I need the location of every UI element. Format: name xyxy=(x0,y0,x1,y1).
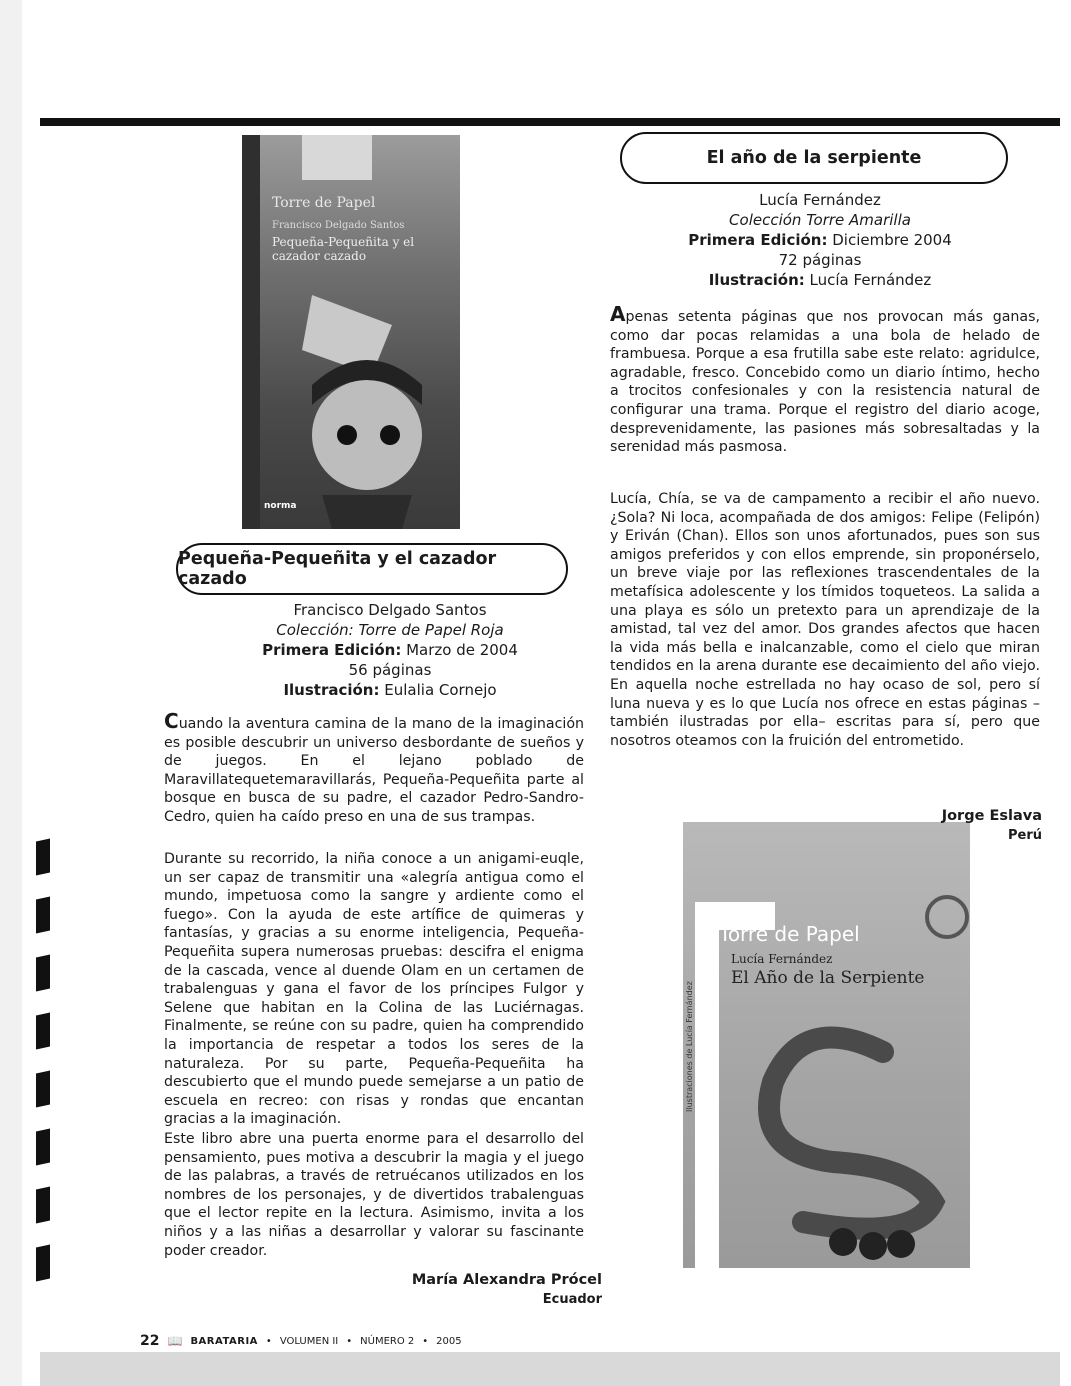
year: 2005 xyxy=(436,1335,462,1347)
magazine-name: BARATARIA xyxy=(190,1335,258,1347)
review-meta-serpiente xyxy=(640,190,1000,290)
bullet-icon: • xyxy=(265,1335,272,1347)
book-icon: 📖 xyxy=(167,1334,183,1348)
bullet-icon: • xyxy=(422,1335,429,1347)
book-collection: Colección Torre Amarilla xyxy=(729,211,911,229)
page-footer xyxy=(140,1333,462,1349)
review-paragraph: Cuando la aventura camina de la mano de la imaginación es posible descubrir un universo desbordante de sueños y de juegos. En el lejano poblado de Maravillatequetemaravillarás, Pequeña-Pequeñita parte al bosque en busca de su padre, el cazador Pedro-Sandro-Cedro, quien ha caído preso en una de sus trampas. xyxy=(164,709,584,825)
reviewer-signature xyxy=(860,806,1042,846)
review-title-serpiente: El año de la serpiente xyxy=(620,132,1008,184)
book-collection: Colección: Torre de Papel Roja xyxy=(276,621,504,639)
review-meta-pequena xyxy=(200,600,580,700)
cover-title: El Año de la Serpiente xyxy=(731,968,925,988)
reviewer-country: Perú xyxy=(1007,828,1042,843)
book-edition: Primera Edición: Diciembre 2004 xyxy=(688,231,952,249)
decorative-strip xyxy=(34,840,52,1300)
book-pages: 72 páginas xyxy=(778,251,862,269)
volume: VOLUMEN II xyxy=(279,1335,339,1347)
book-pages: 56 páginas xyxy=(348,661,432,679)
book-cover-pequena xyxy=(242,135,460,529)
cover-author: Francisco Delgado Santos xyxy=(272,220,405,231)
reviewer-country: Ecuador xyxy=(542,1292,602,1307)
cover-illustrator-credit: Ilustraciones de Lucía Fernández xyxy=(685,981,694,1112)
cover-publisher: Torre de Papel xyxy=(719,922,860,946)
cover-illustration xyxy=(683,822,970,1268)
book-author: Francisco Delgado Santos xyxy=(293,601,487,619)
book-author: Lucía Fernández xyxy=(759,191,881,209)
review-paragraph: Este libro abre una puerta enorme para el desarrollo del pensamiento, pues motiva a descubrir la magia y el juego de las palabras, a través de retruécanos utilizados en los nombres de los personajes, y de divertidos trabalenguas que el lector repite en la lectura. Asimismo, invita a los niños y a las niñas a desarrollar y valorar su fascinante poder creador. xyxy=(164,1131,584,1259)
book-cover-serpiente xyxy=(683,822,970,1268)
norma-logo: norma xyxy=(264,501,297,511)
review-paragraph: Durante su recorrido, la niña conoce a un anigami-euqle, un ser capaz de transmitir una «alegría antigua como el mundo, impetuosa como la sangre y ardiente como el fuego». Con la ayuda de este artífice de quimeras y fantasías, y gracias a su enorme inteligencia, Pequeña-Pequeñita supera numerosas pruebas: descifra el enigma de la cascada, vence al duende Olam en un certamen de trabalenguas y gana el favor de los príncipes Fulgor y Selene que habitan en la Colina de las Luciérnagas. Finalmente, se reúne con su padre, quien ha comprendido la importancia de respetar a todos los seres de la naturaleza. Por su parte, Pequeña-Pequeñita ha descubierto que el mundo puede semejarse a un patio de escuela en recreo: con risas y rondas que encantan gracias a la imaginación. xyxy=(164,851,584,1128)
issue-number: NÚMERO 2 xyxy=(360,1335,415,1347)
book-edition: Primera Edición: Marzo de 2004 xyxy=(262,641,518,659)
review-paragraph: Apenas setenta páginas que nos provocan más ganas, como dar pocas relamidas a una bola de helado de frambuesa. Porque a esa frutilla sabe este relato: agridulce, agradable, fresco. Concebido como un diario íntimo, hecho a trocitos confesionales y con la resistencia natural de configurar una trama. Porque el registro del diario acoge, desprevenidamente, las pasiones más sobresaltadas y la serenidad más pasmosa. xyxy=(610,302,1040,456)
page-number: 22 xyxy=(140,1333,160,1349)
page-edge xyxy=(0,0,22,1386)
cover-spine xyxy=(242,135,260,529)
top-rule xyxy=(40,118,1060,126)
cover-title: Pequeña-Pequeñita y el cazador cazado xyxy=(272,235,415,263)
reviewer-name: María Alexandra Prócel xyxy=(411,1272,602,1288)
review-title-pequena: Pequeña-Pequeñita y el cazador cazado xyxy=(176,543,568,595)
reviewer-name: Jorge Eslava xyxy=(941,808,1042,824)
bottom-shadow xyxy=(40,1352,1060,1386)
reviewer-signature xyxy=(380,1270,602,1310)
review-paragraph: Lucía, Chía, se va de campamento a recibir el año nuevo. ¿Sola? Ni loca, acompañada de dos amigos: Felipe (Felipón) y Eriván (Chan). Ellos son unos afortunados, pues son sus amigos preferidos y con ellos emprende, sin proponérselo, un breve viaje por las reflexiones trascendentales de la metafísica adolescente y los tímidos toqueteos. La salida a una playa es sólo un pretexto para un aprendizaje de la amistad, tal vez del amor. Dos grandes afectos que hacen la vida más bella e inalcanzable, como el cielo que miran tendidos en la arena durante ese decaimiento del año viejo. En aquella noche estrellada no hay ocaso de sol, pero sí luna nueva y es lo que Lucía nos ofrece en estas páginas –también ilustradas por ella– escritas para sí, pero que nosotros oteamos con la fruición del entrometido. xyxy=(610,491,1040,749)
cover-author: Lucía Fernández xyxy=(731,952,833,966)
bullet-icon: • xyxy=(346,1335,353,1347)
cover-publisher: Torre de Papel xyxy=(272,195,376,211)
book-illustration: Ilustración: Eulalia Cornejo xyxy=(283,681,497,699)
book-illustration: Ilustración: Lucía Fernández xyxy=(708,271,932,289)
